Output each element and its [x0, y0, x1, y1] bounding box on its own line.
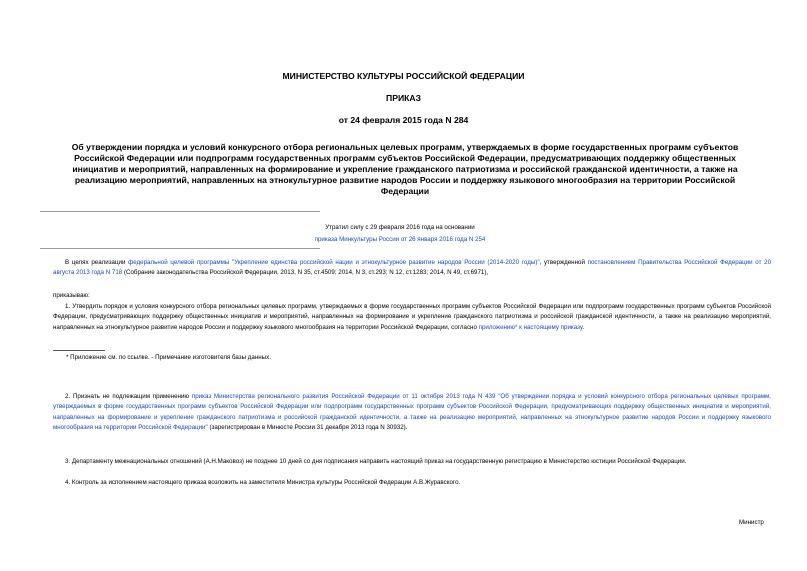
government-decree-link[interactable]: постановлением Правительства Российской Федерации от 20 августа 2013 года N 718: [53, 259, 772, 277]
purpose-text-3: (Собрание законодательства Российской Федерации, 2013, N 35, ст.4509; 2014, N 3, ст.293; N 12, ст.1283; 2014, N 49, ст.6971),: [122, 269, 489, 277]
item-4: 4. Контроль за исполнением настоящего приказа возложить на заместителя Министра культуры Российской Федерации А.В.Журавского.: [65, 479, 461, 486]
ministry-title: МИНИСТЕРСТВО КУЛЬТУРЫ РОССИЙСКОЙ ФЕДЕРАЦИИ: [282, 71, 525, 81]
order-word: приказываю:: [53, 292, 90, 299]
item-2: [53, 392, 771, 434]
item-3: 3. Департаменту межнациональных отношений (А.Н.Маковоз) не позднее 10 дней со дня подписания направить настоящий приказ на государственную регистрацию в Министерство юстиции Российской Федерации.: [65, 458, 687, 465]
appendix-link[interactable]: приложению* к настоящему приказу: [478, 323, 583, 331]
signature-title: Министр: [739, 519, 764, 526]
document-date: от 24 февраля 2015 года N 284: [338, 115, 469, 125]
footnote-divider: [53, 350, 105, 351]
status-notice: [250, 222, 550, 246]
item-1-end: .: [582, 323, 585, 331]
purpose-text-1: В целях реализации: [65, 259, 129, 266]
document-type: ПРИКАЗ: [386, 93, 421, 103]
paragraph-purpose: [53, 258, 771, 279]
document-subject: Об утверждении порядка и условий конкурсного отбора региональных целевых программ, утверждаемых в форме государственных программ субъектов Российской Федерации или подпрограмм государственных программ субъектов Российской Федерации, предусматривающих поддержку общественных инициатив и мероприятий, направленных на формирование и укрепление гражданского патриотизма и российской гражданской идентичности, а также на реализацию мероприятий, направленных на этнокультурное развитие народов России и поддержку языкового многообразия на территории Российской Федерации: [71, 142, 739, 196]
federal-program-link[interactable]: федеральной целевой программы "Укрепление единства российской нации и этнокультурное развитие народов России (2014-2020 годы)": [128, 259, 540, 266]
item-1-text: 1. Утвердить порядок и условия конкурсного отбора региональных целевых программ, утверждаемых в форме государственных программ субъектов Российской Федерации или подпрограмм государственных программ субъектов Российской Федерации, предусматривающих поддержку общественных инициатив и мероприятий, направленных на формирование и укрепление гражданского патриотизма и российской гражданской идентичности, а также на реализацию мероприятий, направленных на этнокультурное развитие народов России и поддержку языкового многообразия на территории Российской Федерации, согласно: [53, 303, 771, 331]
item-2-text-1: 2. Признать не подлежащим применению: [65, 393, 192, 400]
repeal-order-link[interactable]: приказа Минкультуры России от 26 января 2016 года N 254: [314, 236, 486, 243]
status-line: Утратил силу с 29 февраля 2016 года на основании: [325, 224, 475, 231]
item-1: [53, 302, 771, 333]
divider-top: [40, 211, 320, 212]
footnote: * Приложение см. по ссылке. - Примечание изготовителя базы данных.: [66, 354, 271, 361]
purpose-text-2: , утвержденной: [539, 259, 588, 266]
divider-bottom: [40, 248, 320, 249]
minregion-order-link[interactable]: приказ Министерства регионального развития Российской Федерации от 11 октября 2013 года N 439 "Об утверждении порядка и условий конкурсного отбора региональных целевых программ, утверждаемых в форме государственных программ субъектов Российской Федерации или подпрограмм государственных программ субъектов Российской Федерации, предусматривающих поддержку общественных инициатив и мероприятий, направленных на формирование и укрепление гражданского патриотизма и российской гражданской идентичности, а также на реализацию мероприятий, направленных на этнокультурное развитие народов России и поддержку языкового многообразия на территории Российской Федерации": [53, 393, 771, 432]
item-2-text-2: (зарегистрирован в Минюсте России 31 декабря 2013 года N 30932).: [207, 424, 408, 432]
